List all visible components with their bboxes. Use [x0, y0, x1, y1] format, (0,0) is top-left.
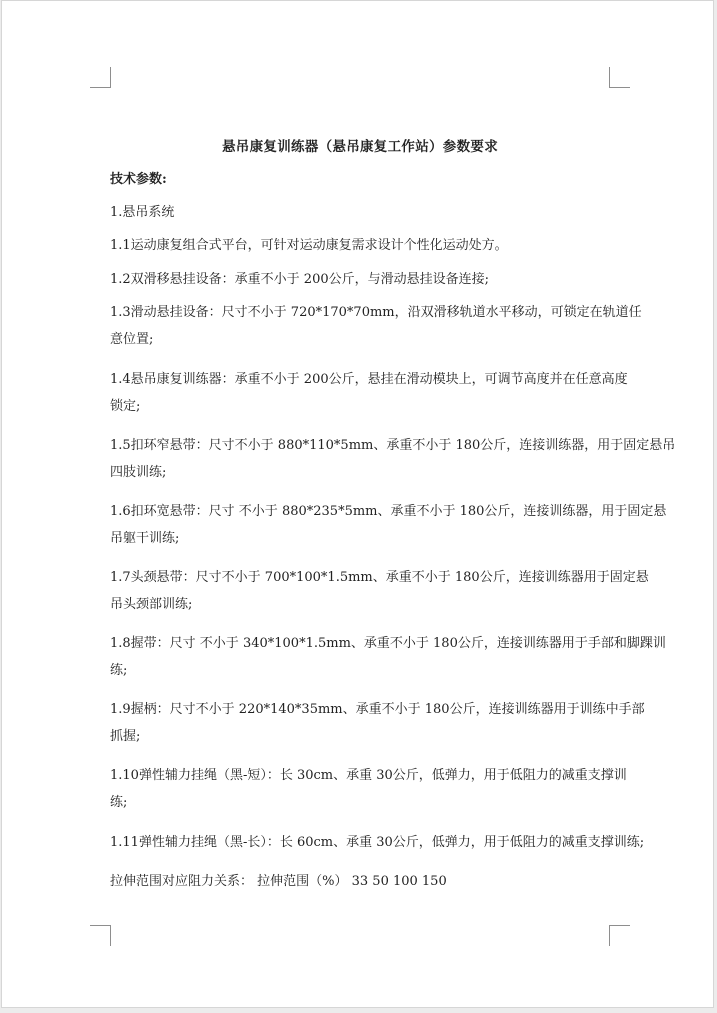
item-line: 1.悬吊系统: [110, 205, 175, 220]
item-line: 1.7头颈悬带：尺寸不小于 700*100*1.5mm、承重不小于 180公斤，连接训练器用于固定悬: [110, 570, 649, 585]
item-line: 1.11弹性辅力挂绳（黑-长）：长 60cm、承重 30公斤，低弹力，用于低阻力的减重支撑训练;: [110, 835, 645, 850]
crop-mark-top-left: [90, 67, 111, 88]
document-page: [1, 0, 714, 1008]
item-line: 1.6扣环宽悬带：尺寸 不小于 880*235*5mm、承重不小于 180公斤，连接训练器，用于固定悬: [110, 504, 667, 519]
item-line: 1.10弹性辅力挂绳（黑-短）：长 30cm、承重 30公斤，低弹力，用于低阻力的减重支撑训: [110, 768, 627, 783]
item-line-continued: 意位置;: [110, 332, 154, 347]
item-line: 1.3滑动悬挂设备：尺寸不小于 720*170*70mm，沿双滑移轨道水平移动，可锁定在轨道任: [110, 305, 642, 320]
item-line-continued: 练;: [110, 663, 128, 678]
item-line: 1.9握柄：尺寸不小于 220*140*35mm、承重不小于 180公斤，连接训练器用于训练中手部: [110, 702, 645, 717]
crop-mark-bottom-left: [90, 925, 111, 946]
item-line: 1.8握带：尺寸 不小于 340*100*1.5mm、承重不小于 180公斤，连接训练器用于手部和脚踝训: [110, 636, 666, 651]
item-line-continued: 吊躯干训练;: [110, 531, 180, 546]
item-line-continued: 四肢训练;: [110, 465, 167, 480]
item-line: 1.5扣环窄悬带：尺寸不小于 880*110*5mm、承重不小于 180公斤，连接训练器，用于固定悬吊: [110, 438, 676, 453]
item-line-continued: 练;: [110, 795, 128, 810]
item-line-continued: 锁定;: [110, 399, 141, 414]
item-line: 1.4悬吊康复训练器：承重不小于 200公斤，悬挂在滑动模块上，可调节高度并在任意高度: [110, 372, 628, 387]
crop-mark-top-right: [609, 67, 630, 88]
item-line: 1.2双滑移悬挂设备：承重不小于 200公斤，与滑动悬挂设备连接;: [110, 272, 489, 287]
section-heading: 技术参数:: [110, 172, 167, 187]
item-line-continued: 抓握;: [110, 729, 141, 744]
resistance-relation-line: 拉伸范围对应阻力关系： 拉伸范围（%） 33 50 100 150: [110, 874, 447, 889]
item-line: 1.1运动康复组合式平台，可针对运动康复需求设计个性化运动处方。: [110, 238, 508, 253]
item-line-continued: 吊头颈部训练;: [110, 597, 193, 612]
crop-mark-bottom-right: [609, 925, 630, 946]
document-title: 悬吊康复训练器（悬吊康复工作站）参数要求: [222, 139, 498, 155]
